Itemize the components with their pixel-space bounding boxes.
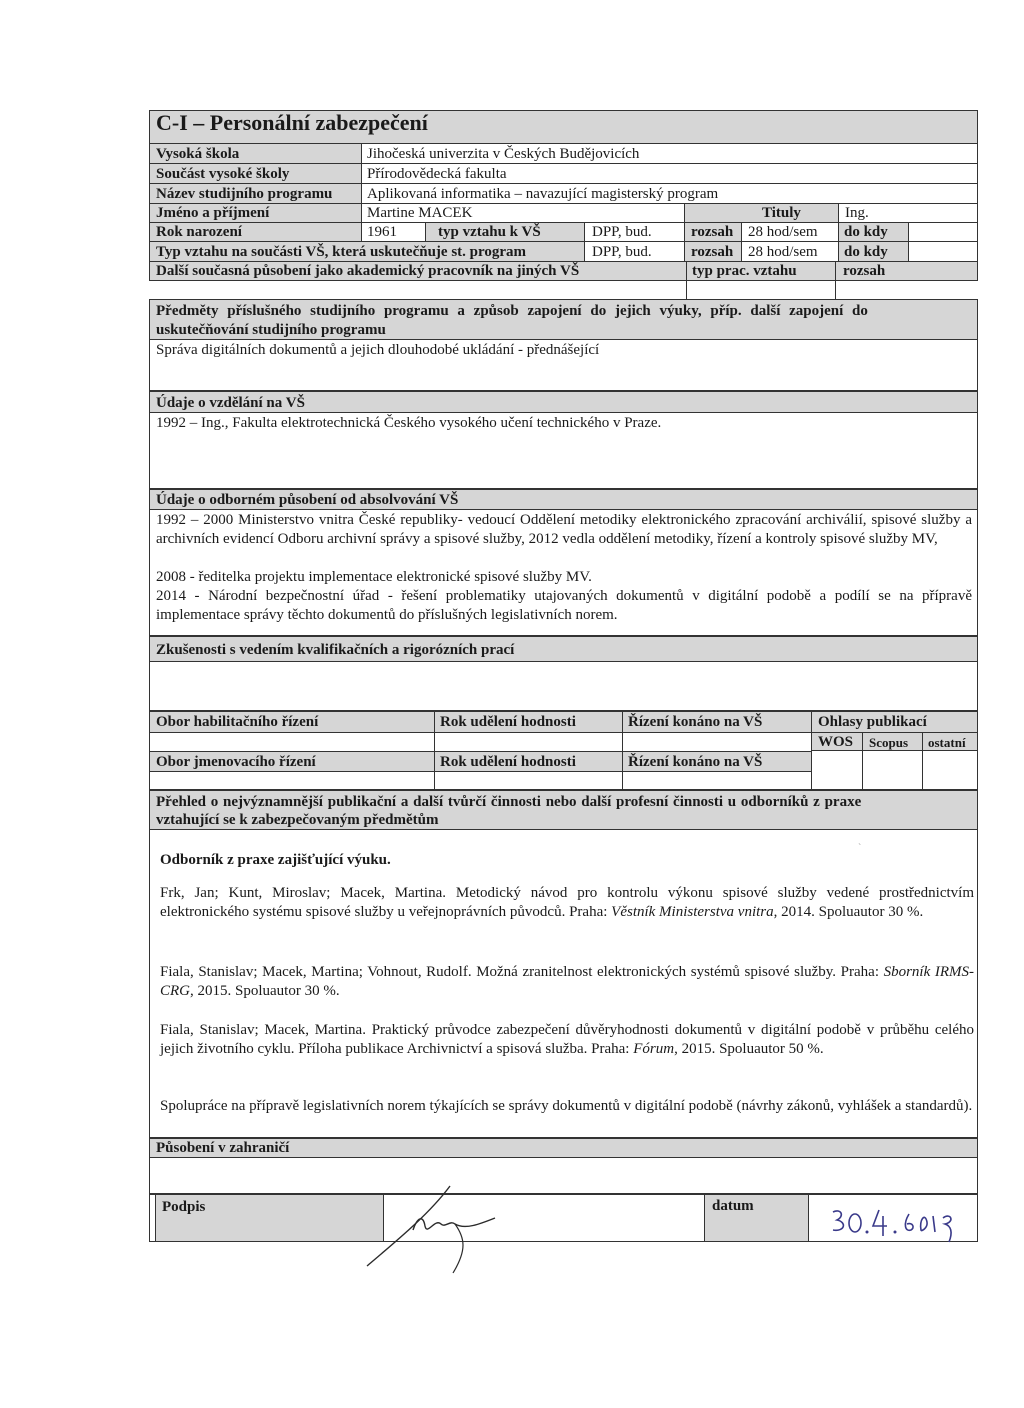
program-label: Název studijního programu <box>156 186 333 202</box>
rizeni-konano2-label: Řízení konáno na VŠ <box>628 754 763 770</box>
rizeni-konano1-label: Řízení konáno na VŠ <box>628 714 763 730</box>
vysoka-skola-label: Vysoká škola <box>156 146 240 162</box>
rozsah-value: 28 hod/sem <box>748 224 818 240</box>
typ-soucasti-value: DPP, bud. <box>592 244 652 260</box>
do-kdy2-label: do kdy <box>844 244 888 260</box>
predmety-text: Správa digitálních dokumentů a jejich dlouhodobé ukládání - přednášející <box>156 342 600 358</box>
wos-label: WOS <box>818 734 854 750</box>
vzdelani-heading: Údaje o vzdělání na VŠ <box>156 395 305 411</box>
page-title: C-I – Personální zabezpečení <box>156 110 428 135</box>
odborne-p1: 1992 – 2000 Ministerstvo vnitra České republiky- vedoucí Oddělení metodiky elektronického zpracování archiválií, spisové služby a archivních evidencí Odboru archivní správy a spisové služby, 2012 vedla oddělení metodiky, řízení a kontroly spisové služby MV, <box>156 512 972 547</box>
odborne-heading: Údaje o odborném působení od absolvování VŠ <box>156 492 459 508</box>
zahranici-heading: Působení v zahraničí <box>156 1140 290 1156</box>
do-kdy-label: do kdy <box>844 224 888 240</box>
tituly-value: Ing. <box>845 205 869 221</box>
publication-4: Spolupráce na přípravě legislativních norem týkajících se správy dokumentů v digitální podobě (návrhy zákonů, vyhlášek a standardů). <box>160 1098 973 1114</box>
rozsah3-label: rozsah <box>843 263 886 279</box>
obor-hab-label: Obor habilitačního řízení <box>156 714 319 730</box>
rozsah2-value: 28 hod/sem <box>748 244 818 260</box>
narozeni-label: Rok narození <box>156 224 242 240</box>
publication-1: Frk, Jan; Kunt, Miroslav; Macek, Martina. Metodický návod pro kontrolu výkonu spisové služby vedené prostřednictvím elektronického systému spisové služby u veřejnoprávních původců. Praha: Věstník Ministerstva vnitra, 2014. Spoluautor 30 %. <box>160 885 974 920</box>
publication-2: Fiala, Stanislav; Macek, Martina; Vohnout, Rudolf. Možná zranitelnost elektronických systémů spisové služby. Praha: Sborník IRMS-CRG, 2015. Spoluautor 30 %. <box>160 964 975 999</box>
vysoka-skola-value: Jihočeská univerzita v Českých Budějovicích <box>367 146 640 162</box>
obor-jmen-label: Obor jmenovacího řízení <box>156 754 316 770</box>
predmety-heading-1: Předměty příslušného studijního programu a způsob zapojení do jejich výuky, příp. další zapojení do <box>156 303 868 319</box>
ohlasy-label: Ohlasy publikací <box>818 714 927 730</box>
publication-1-source: Věstník Ministerstva vnitra <box>611 904 774 920</box>
typ-vztahu-value: DPP, bud. <box>592 224 652 240</box>
odborne-p3: 2014 - Národní bezpečnostní úřad - řešení problematiky utajovaných dokumentů v digitální podobě a podílí se na přípravě implementace správy těchto dokumentů do příslušných legislativních norem. <box>156 588 972 623</box>
narozeni-value: 1961 <box>367 224 397 240</box>
typ-vztahu-label: typ vztahu k VŠ <box>438 224 541 240</box>
soucast-label: Součást vysoké školy <box>156 166 290 182</box>
prehled-heading-1: Přehled o nejvýznamnější publikační a další tvůrčí činnosti nebo další profesní činnosti u odborníků z praxe <box>156 794 862 810</box>
vzdelani-text: 1992 – Ing., Fakulta elektrotechnická Českého vysokého učení technického v Praze. <box>156 415 662 431</box>
publication-2-source: Sborník IRMS-CRG <box>160 964 975 999</box>
jmeno-value: Martine MACEK <box>367 205 473 221</box>
jmeno-label: Jméno a příjmení <box>156 205 270 221</box>
prehled-heading-2: vztahující se k zabezpečovaným předmětům <box>156 812 439 828</box>
soucast-value: Přírodovědecká fakulta <box>367 166 507 182</box>
podpis-label: Podpis <box>162 1199 206 1215</box>
rok-udeleni2-label: Rok udělení hodnosti <box>440 754 576 770</box>
rozsah-label: rozsah <box>691 224 734 240</box>
program-value: Aplikovaná informatika – navazující magisterský program <box>367 186 719 202</box>
scopus-label: Scopus <box>869 735 909 750</box>
tituly-label: Tituly <box>762 205 801 221</box>
zkusenosti-heading: Zkušenosti s vedením kvalifikačních a rigorózních prací <box>156 642 515 658</box>
scan-mark: ` <box>858 843 862 854</box>
typ-soucasti-label: Typ vztahu na součásti VŠ, která uskutečňuje st. program <box>156 244 527 260</box>
typ-prac-label: typ prac. vztahu <box>692 263 797 279</box>
odborne-p2: 2008 - ředitelka projektu implementace elektronické spisové služby MV. <box>156 569 592 585</box>
prehled-sub: Odborník z praxe zajišťující výuku. <box>160 852 391 868</box>
handwritten-date <box>815 1196 965 1246</box>
predmety-heading-2: uskutečňování studijního programu <box>156 322 386 338</box>
rozsah2-label: rozsah <box>691 244 734 260</box>
datum-label: datum <box>712 1198 754 1214</box>
ostatni-label: ostatní <box>928 735 966 750</box>
publication-3: Fiala, Stanislav; Macek, Martina. Praktický průvodce zabezpečení důvěryhodnosti dokumentů v digitální podobě v průběhu celého jejich životního cyklu. Příloha publikace Archivnictví a spisová služba. Praha: Fórum, 2015. Spoluautor 50 %. <box>160 1022 974 1057</box>
rok-udeleni1-label: Rok udělení hodnosti <box>440 714 576 730</box>
tituly-bg <box>684 203 838 222</box>
signature-image <box>355 1178 515 1278</box>
dalsi-label: Další současná působení jako akademický pracovník na jiných VŠ <box>156 263 580 279</box>
publication-3-source: Fórum <box>633 1041 675 1057</box>
